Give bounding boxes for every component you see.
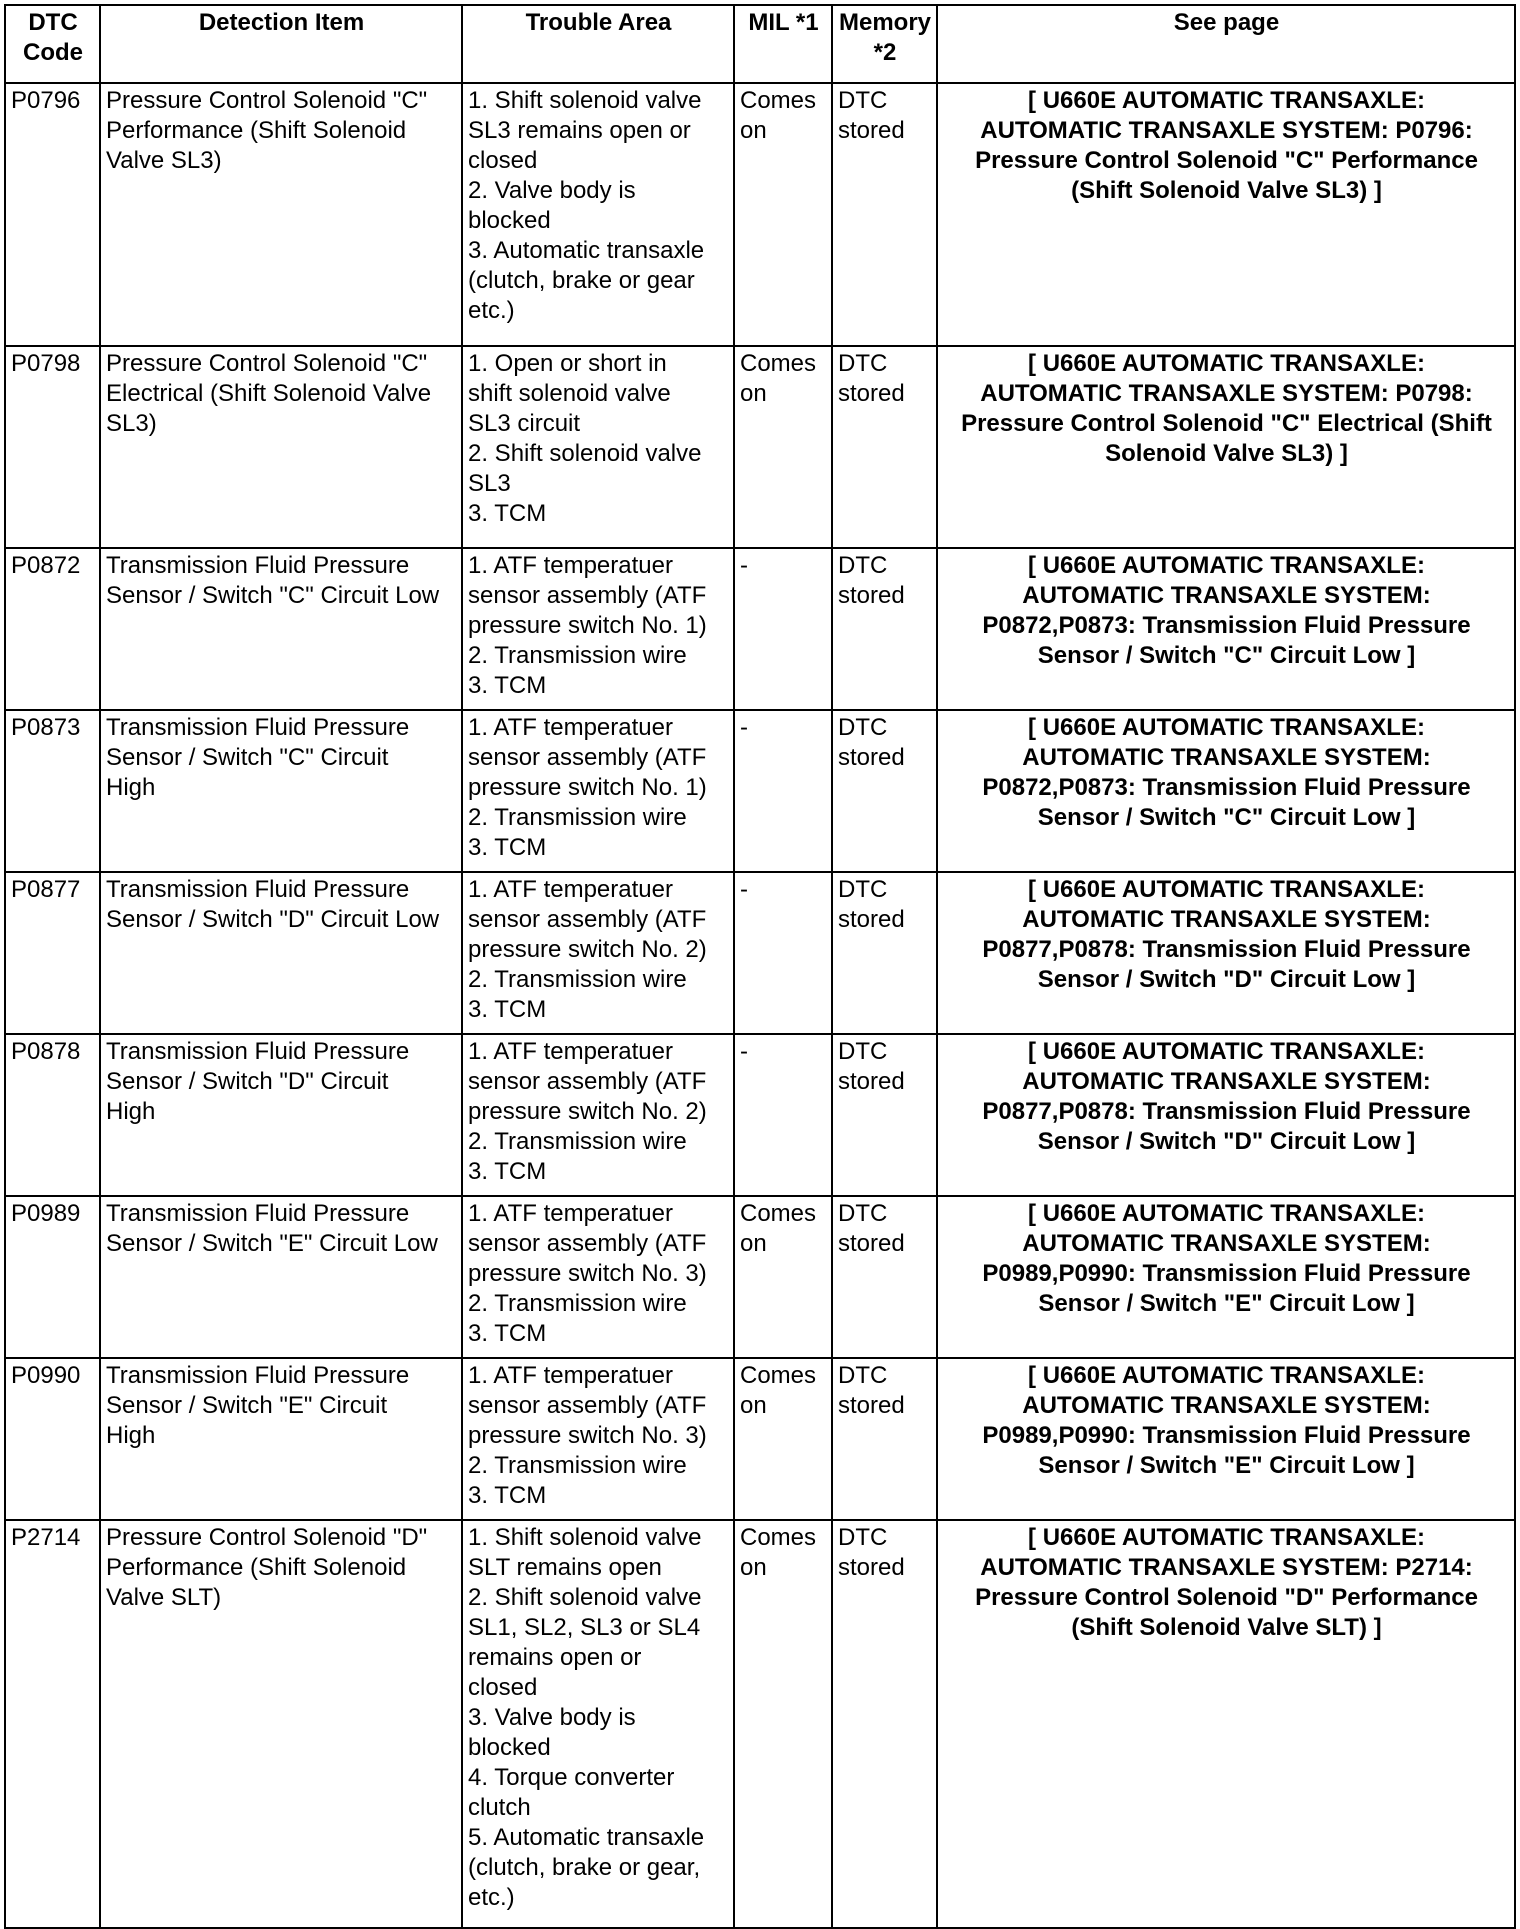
see-page-cell-line: AUTOMATIC TRANSAXLE SYSTEM: (1022, 906, 1431, 933)
header-dtc-code-line1: DTC (28, 9, 78, 36)
mil-cell-line: on (740, 1392, 767, 1419)
trouble-area-cell-line: 2. Transmission wire (468, 1452, 687, 1479)
trouble-area-cell-line: pressure switch No. 2) (468, 936, 707, 963)
memory-cell-line: DTC (838, 1038, 888, 1065)
trouble-area-cell-line: 2. Transmission wire (468, 642, 687, 669)
trouble-area-cell-line: 2. Transmission wire (468, 1290, 687, 1317)
table-row (5, 1196, 1515, 1358)
see-page-cell-line: AUTOMATIC TRANSAXLE SYSTEM: (1022, 582, 1431, 609)
table-row (5, 710, 1515, 872)
trouble-area-cell-line: remains open or (468, 1644, 642, 1671)
table-row (5, 1358, 1515, 1520)
dtc-code-cell: P0796 (5, 83, 100, 346)
trouble-area-cell-line: blocked (468, 207, 551, 234)
see-page-cell-line: P0872,P0873: Transmission Fluid Pressure (982, 774, 1471, 801)
trouble-area-cell (462, 1034, 734, 1196)
trouble-area-cell-line: 1. ATF temperatuer (468, 1200, 673, 1227)
detection-item-cell (100, 1034, 462, 1196)
mil-cell-line: Comes (740, 1200, 817, 1227)
trouble-area-cell-line: 2. Transmission wire (468, 1128, 687, 1155)
mil-cell (734, 548, 832, 710)
memory-cell-line: stored (838, 1554, 905, 1581)
trouble-area-cell (462, 83, 734, 346)
trouble-area-cell (462, 1358, 734, 1520)
table-row (5, 1520, 1515, 1928)
mil-cell (734, 83, 832, 346)
mil-cell-line: Comes (740, 1362, 817, 1389)
trouble-area-cell-line: 1. Shift solenoid valve (468, 87, 702, 114)
trouble-area-cell-line: 4. Torque converter (468, 1764, 675, 1791)
header-see-page: See page (937, 5, 1515, 83)
trouble-area-cell-line: closed (468, 147, 538, 174)
detection-item-cell-line: High (106, 1098, 156, 1125)
detection-item-cell (100, 1196, 462, 1358)
header-row (5, 5, 1515, 83)
detection-item-cell-line: Pressure Control Solenoid "D" (106, 1524, 428, 1551)
detection-item-cell-line: Sensor / Switch "C" Circuit Low (106, 582, 440, 609)
mil-cell-line: - (740, 876, 748, 903)
trouble-area-cell-line: shift solenoid valve (468, 380, 671, 407)
see-page-cell-line: [ U660E AUTOMATIC TRANSAXLE: (1028, 552, 1425, 579)
trouble-area-cell-line: SL1, SL2, SL3 or SL4 (468, 1614, 701, 1641)
see-page-cell-line: Solenoid Valve SL3) ] (1105, 440, 1348, 467)
header-memory-line1: Memory (838, 9, 932, 36)
trouble-area-cell-line: etc.) (468, 297, 515, 324)
trouble-area-cell-line: 3. TCM (468, 1158, 547, 1185)
see-page-cell[interactable] (937, 1034, 1515, 1196)
mil-cell-line: on (740, 117, 767, 144)
table-row (5, 346, 1515, 548)
trouble-area-cell-line: 1. Open or short in (468, 350, 667, 377)
see-page-cell-line: [ U660E AUTOMATIC TRANSAXLE: (1028, 1362, 1425, 1389)
dtc-code-cell: P0873 (5, 710, 100, 872)
trouble-area-cell-line: clutch (468, 1794, 531, 1821)
memory-cell-line: stored (838, 1392, 905, 1419)
dtc-table (4, 4, 1516, 1929)
mil-cell-line: on (740, 380, 767, 407)
trouble-area-cell-line: pressure switch No. 3) (468, 1422, 707, 1449)
dtc-table-body (5, 83, 1515, 1928)
mil-cell (734, 710, 832, 872)
memory-cell-line: stored (838, 582, 905, 609)
trouble-area-cell-line: (clutch, brake or gear (468, 267, 695, 294)
see-page-cell-line: AUTOMATIC TRANSAXLE SYSTEM: (1022, 1392, 1431, 1419)
trouble-area-cell-line: closed (468, 1674, 538, 1701)
table-row (5, 548, 1515, 710)
trouble-area-cell-line: 2. Transmission wire (468, 804, 687, 831)
detection-item-cell-line: Transmission Fluid Pressure (106, 1362, 410, 1389)
memory-cell (832, 346, 937, 548)
mil-cell (734, 1358, 832, 1520)
dtc-code-cell: P0990 (5, 1358, 100, 1520)
memory-cell-line: DTC (838, 1524, 888, 1551)
mil-cell-line: Comes (740, 1524, 817, 1551)
detection-item-cell-line: Performance (Shift Solenoid (106, 117, 407, 144)
see-page-cell-line: [ U660E AUTOMATIC TRANSAXLE: (1028, 1038, 1425, 1065)
see-page-cell-line: [ U660E AUTOMATIC TRANSAXLE: (1028, 714, 1425, 741)
detection-item-cell-line: Pressure Control Solenoid "C" (106, 350, 428, 377)
mil-cell-line: Comes (740, 87, 817, 114)
detection-item-cell-line: Sensor / Switch "E" Circuit Low (106, 1230, 438, 1257)
mil-cell (734, 1034, 832, 1196)
trouble-area-cell-line: 5. Automatic transaxle (468, 1824, 705, 1851)
trouble-area-cell-line: pressure switch No. 1) (468, 612, 707, 639)
dtc-code-cell: P0989 (5, 1196, 100, 1358)
trouble-area-cell-line: sensor assembly (ATF (468, 1230, 707, 1257)
trouble-area-cell-line: 3. TCM (468, 1320, 547, 1347)
memory-cell-line: stored (838, 380, 905, 407)
trouble-area-cell-line: 1. ATF temperatuer (468, 1038, 673, 1065)
memory-cell-line: DTC (838, 350, 888, 377)
trouble-area-cell (462, 710, 734, 872)
mil-cell (734, 1520, 832, 1928)
see-page-cell[interactable] (937, 83, 1515, 346)
trouble-area-cell-line: 1. ATF temperatuer (468, 876, 673, 903)
see-page-cell-line: P0877,P0878: Transmission Fluid Pressure (982, 1098, 1471, 1125)
see-page-cell-line: [ U660E AUTOMATIC TRANSAXLE: (1028, 350, 1425, 377)
trouble-area-cell-line: 1. Shift solenoid valve (468, 1524, 702, 1551)
trouble-area-cell-line: 2. Valve body is (468, 177, 636, 204)
header-dtc-code-line2: Code (23, 39, 83, 66)
trouble-area-cell-line: pressure switch No. 1) (468, 774, 707, 801)
mil-cell-line: on (740, 1230, 767, 1257)
trouble-area-cell-line: sensor assembly (ATF (468, 906, 707, 933)
dtc-code-cell: P0878 (5, 1034, 100, 1196)
trouble-area-cell-line: SL3 remains open or (468, 117, 691, 144)
detection-item-cell-line: Pressure Control Solenoid "C" (106, 87, 428, 114)
trouble-area-cell-line: etc.) (468, 1884, 515, 1911)
see-page-cell-line: Sensor / Switch "C" Circuit Low ] (1037, 804, 1416, 831)
memory-cell-line: DTC (838, 87, 888, 114)
trouble-area-cell-line: SLT remains open (468, 1554, 662, 1581)
trouble-area-cell (462, 1520, 734, 1928)
detection-item-cell-line: Electrical (Shift Solenoid Valve (106, 380, 432, 407)
see-page-cell-line: Pressure Control Solenoid "C" Performance (975, 147, 1478, 174)
detection-item-cell-line: Transmission Fluid Pressure (106, 1200, 410, 1227)
trouble-area-cell-line: sensor assembly (ATF (468, 744, 707, 771)
see-page-cell[interactable] (937, 1196, 1515, 1358)
see-page-cell-line: [ U660E AUTOMATIC TRANSAXLE: (1028, 1200, 1425, 1227)
detection-item-cell-line: Sensor / Switch "D" Circuit (106, 1068, 389, 1095)
trouble-area-cell (462, 346, 734, 548)
mil-cell-line: Comes (740, 350, 817, 377)
trouble-area-cell (462, 548, 734, 710)
detection-item-cell-line: High (106, 774, 156, 801)
trouble-area-cell-line: 2. Shift solenoid valve (468, 1584, 702, 1611)
trouble-area-cell-line: sensor assembly (ATF (468, 1068, 707, 1095)
memory-cell-line: DTC (838, 714, 888, 741)
trouble-area-cell-line: 3. TCM (468, 672, 547, 699)
see-page-cell-line: [ U660E AUTOMATIC TRANSAXLE: (1028, 1524, 1425, 1551)
trouble-area-cell-line: 3. TCM (468, 996, 547, 1023)
dtc-code-cell: P0798 (5, 346, 100, 548)
see-page-cell[interactable] (937, 710, 1515, 872)
trouble-area-cell-line: pressure switch No. 2) (468, 1098, 707, 1125)
detection-item-cell-line: High (106, 1422, 156, 1449)
see-page-cell-line: Pressure Control Solenoid "D" Performance (975, 1584, 1478, 1611)
detection-item-cell-line: Transmission Fluid Pressure (106, 714, 410, 741)
see-page-cell-line: P0877,P0878: Transmission Fluid Pressure (982, 936, 1471, 963)
trouble-area-cell-line: 2. Transmission wire (468, 966, 687, 993)
detection-item-cell-line: Sensor / Switch "C" Circuit (106, 744, 389, 771)
trouble-area-cell-line: sensor assembly (ATF (468, 582, 707, 609)
see-page-cell-line: AUTOMATIC TRANSAXLE SYSTEM: (1022, 1068, 1431, 1095)
memory-cell (832, 872, 937, 1034)
see-page-cell[interactable] (937, 1358, 1515, 1520)
see-page-cell[interactable] (937, 1520, 1515, 1928)
see-page-cell[interactable] (937, 346, 1515, 548)
header-trouble-area: Trouble Area (462, 5, 734, 83)
memory-cell-line: stored (838, 906, 905, 933)
see-page-cell[interactable] (937, 872, 1515, 1034)
detection-item-cell-line: Transmission Fluid Pressure (106, 1038, 410, 1065)
detection-item-cell (100, 1520, 462, 1928)
see-page-cell-line: AUTOMATIC TRANSAXLE SYSTEM: P0798: (980, 380, 1473, 407)
mil-cell-line: on (740, 1554, 767, 1581)
header-mil: MIL *1 (734, 5, 832, 83)
trouble-area-cell (462, 872, 734, 1034)
header-memory (832, 5, 937, 83)
detection-item-cell-line: SL3) (106, 410, 157, 437)
detection-item-cell-line: Sensor / Switch "E" Circuit (106, 1392, 388, 1419)
memory-cell (832, 83, 937, 346)
dtc-code-cell: P0877 (5, 872, 100, 1034)
dtc-code-cell: P2714 (5, 1520, 100, 1928)
mil-cell (734, 1196, 832, 1358)
detection-item-cell (100, 548, 462, 710)
mil-cell-line: - (740, 552, 748, 579)
trouble-area-cell-line: SL3 circuit (468, 410, 581, 437)
table-row (5, 872, 1515, 1034)
trouble-area-cell-line: 3. TCM (468, 1482, 547, 1509)
see-page-cell-line: AUTOMATIC TRANSAXLE SYSTEM: (1022, 1230, 1431, 1257)
see-page-cell-line: Sensor / Switch "D" Circuit Low ] (1037, 966, 1416, 993)
trouble-area-cell-line: 1. ATF temperatuer (468, 552, 673, 579)
see-page-cell-line: [ U660E AUTOMATIC TRANSAXLE: (1028, 876, 1425, 903)
see-page-cell-line: P0989,P0990: Transmission Fluid Pressure (982, 1422, 1471, 1449)
see-page-cell-line: Sensor / Switch "E" Circuit Low ] (1038, 1290, 1415, 1317)
trouble-area-cell (462, 1196, 734, 1358)
memory-cell-line: DTC (838, 876, 888, 903)
see-page-cell-line: Sensor / Switch "C" Circuit Low ] (1037, 642, 1416, 669)
detection-item-cell (100, 710, 462, 872)
table-row (5, 83, 1515, 346)
header-detection-item: Detection Item (100, 5, 462, 83)
see-page-cell-line: [ U660E AUTOMATIC TRANSAXLE: (1028, 87, 1425, 114)
see-page-cell-line: Sensor / Switch "E" Circuit Low ] (1038, 1452, 1415, 1479)
memory-cell (832, 710, 937, 872)
detection-item-cell (100, 83, 462, 346)
detection-item-cell-line: Valve SL3) (106, 147, 222, 174)
detection-item-cell-line: Transmission Fluid Pressure (106, 552, 410, 579)
see-page-cell-line: AUTOMATIC TRANSAXLE SYSTEM: P0796: (980, 117, 1473, 144)
trouble-area-cell-line: 3. TCM (468, 500, 547, 527)
mil-cell-line: - (740, 1038, 748, 1065)
memory-cell (832, 1358, 937, 1520)
memory-cell (832, 1196, 937, 1358)
detection-item-cell-line: Performance (Shift Solenoid (106, 1554, 407, 1581)
trouble-area-cell-line: SL3 (468, 470, 511, 497)
detection-item-cell (100, 346, 462, 548)
see-page-cell-line: AUTOMATIC TRANSAXLE SYSTEM: P2714: (980, 1554, 1473, 1581)
detection-item-cell (100, 872, 462, 1034)
see-page-cell-line: (Shift Solenoid Valve SLT) ] (1071, 1614, 1382, 1641)
see-page-cell-line: (Shift Solenoid Valve SL3) ] (1071, 177, 1382, 204)
detection-item-cell-line: Sensor / Switch "D" Circuit Low (106, 906, 440, 933)
mil-cell (734, 346, 832, 548)
trouble-area-cell-line: pressure switch No. 3) (468, 1260, 707, 1287)
memory-cell-line: DTC (838, 552, 888, 579)
memory-cell-line: stored (838, 744, 905, 771)
mil-cell-line: - (740, 714, 748, 741)
header-memory-line2: *2 (873, 39, 897, 66)
trouble-area-cell-line: sensor assembly (ATF (468, 1392, 707, 1419)
trouble-area-cell-line: 1. ATF temperatuer (468, 714, 673, 741)
see-page-cell-line: Sensor / Switch "D" Circuit Low ] (1037, 1128, 1416, 1155)
memory-cell-line: DTC (838, 1200, 888, 1227)
trouble-area-cell-line: 2. Shift solenoid valve (468, 440, 702, 467)
see-page-cell-line: P0872,P0873: Transmission Fluid Pressure (982, 612, 1471, 639)
memory-cell-line: stored (838, 117, 905, 144)
see-page-cell[interactable] (937, 548, 1515, 710)
trouble-area-cell-line: 3. TCM (468, 834, 547, 861)
trouble-area-cell-line: 3. Valve body is (468, 1704, 636, 1731)
trouble-area-cell-line: blocked (468, 1734, 551, 1761)
trouble-area-cell-line: (clutch, brake or gear, (468, 1854, 701, 1881)
header-dtc-code (5, 5, 100, 83)
trouble-area-cell-line: 3. Automatic transaxle (468, 237, 705, 264)
see-page-cell-line: P0989,P0990: Transmission Fluid Pressure (982, 1260, 1471, 1287)
mil-cell (734, 872, 832, 1034)
memory-cell-line: stored (838, 1068, 905, 1095)
trouble-area-cell-line: 1. ATF temperatuer (468, 1362, 673, 1389)
detection-item-cell-line: Transmission Fluid Pressure (106, 876, 410, 903)
table-row (5, 1034, 1515, 1196)
detection-item-cell (100, 1358, 462, 1520)
see-page-cell-line: AUTOMATIC TRANSAXLE SYSTEM: (1022, 744, 1431, 771)
memory-cell (832, 1520, 937, 1928)
memory-cell-line: DTC (838, 1362, 888, 1389)
see-page-cell-line: Pressure Control Solenoid "C" Electrical (Shift (961, 410, 1492, 437)
dtc-code-cell: P0872 (5, 548, 100, 710)
memory-cell-line: stored (838, 1230, 905, 1257)
memory-cell (832, 548, 937, 710)
detection-item-cell-line: Valve SLT) (106, 1584, 222, 1611)
memory-cell (832, 1034, 937, 1196)
